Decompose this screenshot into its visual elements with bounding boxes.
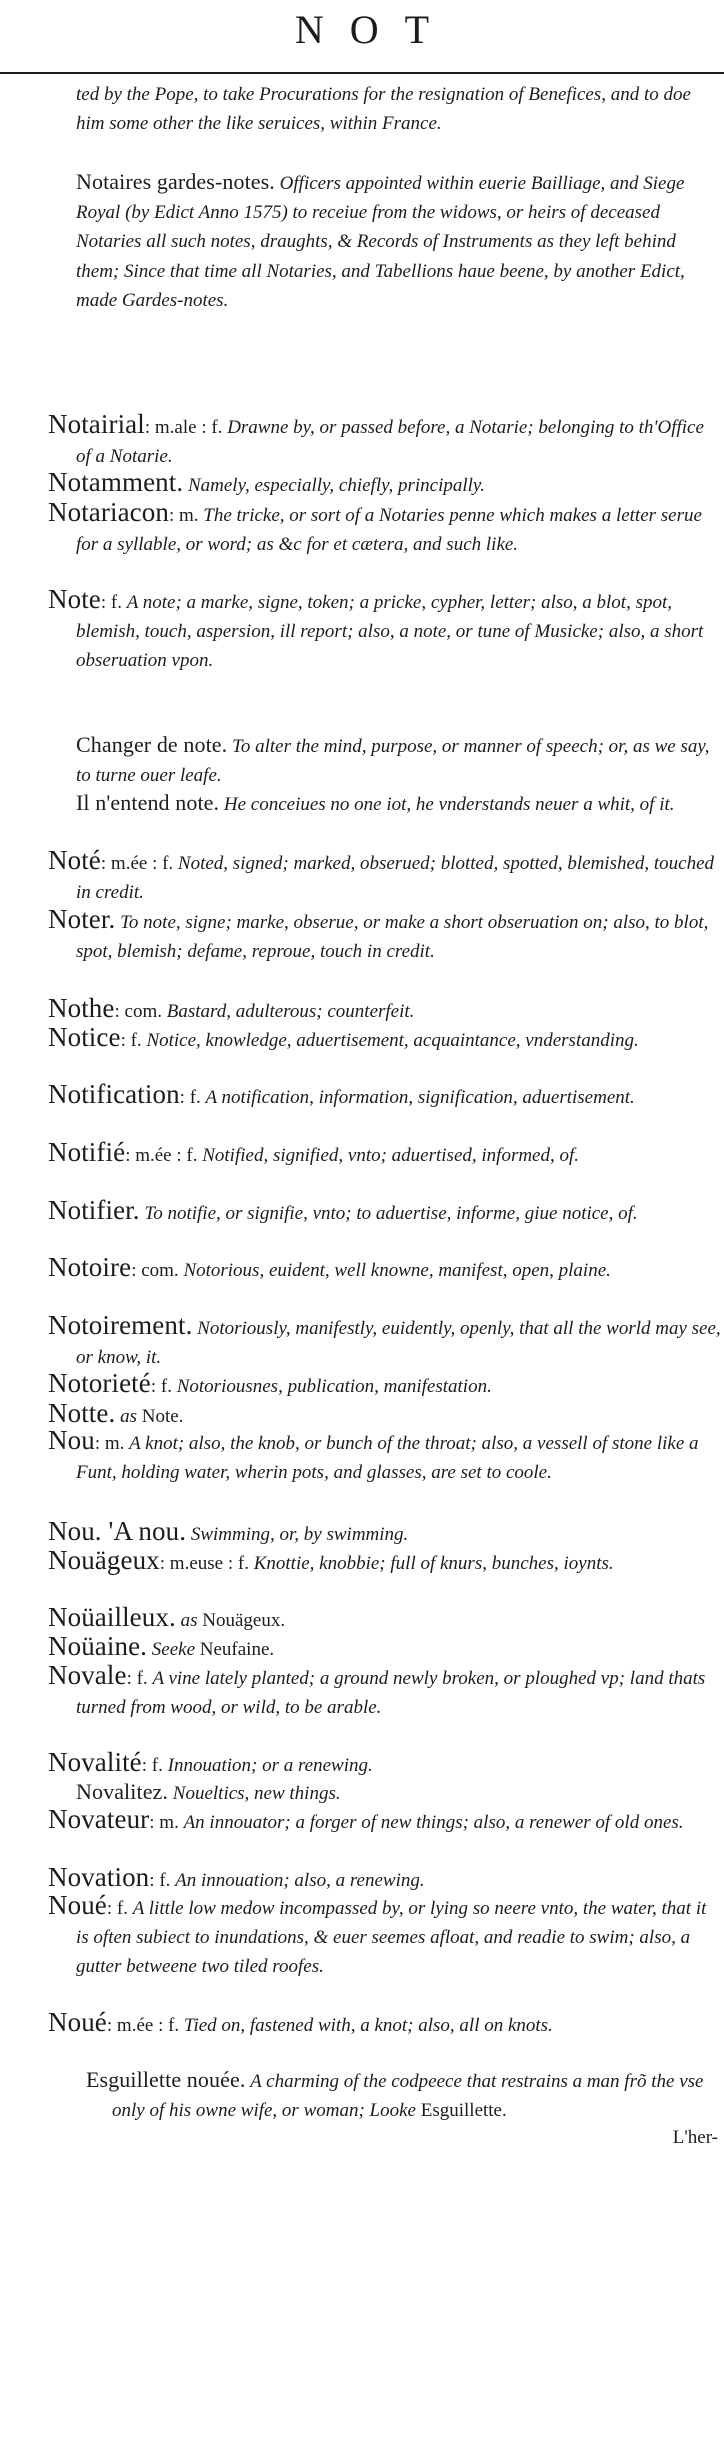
- definition: To notifie, or signifie, vnto; to aduertise, informe, giue notice, of.: [144, 1203, 638, 1224]
- definition: Drawne by, or passed before, a Notarie; belonging to th'Office of a Notarie.: [76, 417, 704, 468]
- grammar-note: : f.: [150, 1376, 172, 1397]
- dictionary-entry: [0, 1426, 722, 1487]
- cross-reference: Note.: [141, 1406, 184, 1427]
- headword: Note: [48, 584, 101, 614]
- headword: Notoire: [48, 1252, 132, 1282]
- grammar-note: : m.ée : f.: [125, 1145, 198, 1166]
- dictionary-entry: [0, 585, 722, 676]
- headword: Notamment.: [48, 467, 184, 497]
- headword: Novateur: [48, 1804, 150, 1834]
- dictionary-entry: [0, 1196, 722, 1228]
- grammar-note: : m.ée : f.: [106, 2015, 180, 2036]
- definition: A note; a marke, signe, token; a pricke, cypher, letter; also, a blot, spot, blemish, touch, aspersion, ill report; also, a note, or tune of Musicke; also, a short obseruation vpon.: [76, 592, 704, 672]
- grammar-note: : f.: [149, 1870, 171, 1891]
- headword: Noté: [48, 845, 101, 875]
- grammar-note: : m.ée : f.: [100, 853, 174, 874]
- grammar-note: : m.: [168, 505, 199, 526]
- headword: Notification: [48, 1079, 180, 1109]
- definition: Noted, signed; marked, obserued; blotted, spotted, blemished, touched in credit.: [76, 853, 715, 904]
- headword: Notorieté: [48, 1368, 151, 1398]
- header-rule: [0, 72, 724, 74]
- definition: He conceiues no one iot, he vnderstands neuer a whit, of it.: [223, 794, 675, 815]
- definition: To alter the mind, purpose, or manner of speech; or, as we say, to turne ouer leafe.: [76, 736, 710, 787]
- headword: Changer de note.: [76, 732, 228, 757]
- dictionary-entry: [0, 498, 722, 559]
- grammar-note: : com.: [131, 1260, 179, 1281]
- dictionary-entry: [0, 167, 722, 315]
- grammar-note: : m.: [149, 1812, 179, 1833]
- definition: Noueltics, new things.: [172, 1783, 341, 1804]
- definition: A notification, information, signification, aduertisement.: [205, 1087, 635, 1108]
- definition: Swimming, or, by swimming.: [190, 1524, 409, 1545]
- dictionary-entry: [0, 1891, 722, 1982]
- definition: An innouation; also, a renewing.: [175, 1870, 425, 1891]
- definition: A vine lately planted; a ground newly broken, or ploughed vp; land thats turned from wood, or wild, to be arable.: [76, 1668, 706, 1719]
- grammar-note: : f.: [120, 1030, 142, 1051]
- definition: ted by the Pope, to take Procurations for the resignation of Benefices, and to doe him some other the like seruices, within France.: [76, 84, 691, 135]
- headword: Notice: [48, 1022, 121, 1052]
- definition: as: [120, 1406, 137, 1427]
- dictionary-entry: [0, 1311, 722, 1372]
- definition: as: [180, 1610, 198, 1631]
- grammar-note: : m.ale : f.: [144, 417, 223, 438]
- dictionary-entry: [0, 1080, 722, 1112]
- grammar-note: : f.: [100, 592, 122, 613]
- definition: Notorious, euident, well knowne, manifest, open, plaine.: [183, 1260, 611, 1281]
- dictionary-entry: [0, 1805, 722, 1837]
- definition: Notified, signified, vnto; aduertised, informed, of.: [202, 1145, 580, 1166]
- definition: Namely, especially, chiefly, principally.: [187, 475, 486, 496]
- dictionary-entry: [0, 2065, 722, 2148]
- dictionary-entry: [0, 905, 722, 966]
- cross-reference: Esguillette.: [420, 2100, 507, 2122]
- dictionary-entry: [0, 1369, 722, 1401]
- definition: The tricke, or sort of a Notaries penne which makes a letter serue for a syllable, or word; as &c for et cætera, and such like.: [76, 505, 702, 556]
- grammar-note: : f.: [106, 1898, 128, 1919]
- definition: To note, signe; marke, obserue, or make a short obseruation on; also, to blot, spot, blemish; defame, reproue, touch in credit.: [76, 912, 709, 963]
- headword: Noüaine.: [48, 1631, 148, 1661]
- headword: Notoirement.: [48, 1310, 193, 1340]
- dictionary-entry: [0, 1023, 722, 1055]
- headword: Novalitez.: [76, 1779, 169, 1804]
- dictionary-entry: [0, 2008, 722, 2040]
- headword: Novation: [48, 1862, 150, 1892]
- definition: Innouation; or a renewing.: [167, 1755, 373, 1776]
- headword: Esguillette nouée.: [86, 2067, 246, 2092]
- running-head: NOT: [294, 7, 456, 52]
- definition: A little low medow incompassed by, or lying so neere vnto, the water, that it is often subiect to inundations, & euer seemes afloat, and readie to swim; also, a gutter betweene two tiled roofes.: [76, 1898, 707, 1978]
- dictionary-entry: [0, 846, 722, 907]
- definition: Tied on, fastened with, a knot; also, all on knots.: [183, 2015, 553, 2036]
- grammar-note: : m.euse : f.: [159, 1553, 249, 1574]
- headword: Nou. 'A nou.: [48, 1516, 187, 1546]
- cross-reference: Nouägeux.: [202, 1610, 286, 1631]
- headword: Noué: [48, 2007, 107, 2037]
- definition: Notoriousnes, publication, manifestation.: [176, 1376, 492, 1397]
- dictionary-entry: [0, 730, 722, 790]
- headword: Notifié: [48, 1137, 126, 1167]
- dictionary-entry: [0, 410, 722, 471]
- headword: Nothe: [48, 993, 115, 1023]
- headword: Notaires gardes-notes.: [76, 169, 275, 194]
- cross-reference: Neufaine.: [199, 1639, 275, 1660]
- definition: An innouator; a forger of new things; also, a renewer of old ones.: [183, 1812, 684, 1833]
- definition: Notice, knowledge, aduertisement, acquaintance, vnderstanding.: [146, 1030, 639, 1051]
- headword: Novale: [48, 1660, 127, 1690]
- headword: Nouägeux: [48, 1545, 160, 1575]
- dictionary-entry: [0, 80, 722, 138]
- headword: Notte.: [48, 1398, 116, 1428]
- headword: Il n'entend note.: [76, 790, 220, 815]
- definition: A knot; also, the knob, or bunch of the throat; also, a vessell of stone like a Funt, holding water, wherin pots, and glasses, are set to coole.: [76, 1433, 699, 1484]
- headword: Notifier.: [48, 1195, 140, 1225]
- dictionary-entry: [0, 1138, 722, 1170]
- headword: Notairial: [48, 409, 145, 439]
- definition: Notoriously, manifestly, euidently, openly, that all the world may see, or know, it.: [76, 1318, 721, 1369]
- definition: Seeke: [151, 1639, 196, 1660]
- headword: Notariacon: [48, 497, 169, 527]
- dictionary-entry: [0, 1546, 722, 1578]
- headword: Nou: [48, 1425, 95, 1455]
- definition: Officers appointed within euerie Bailliage, and Siege Royal (by Edict Anno 1575) to receiue from the widows, or heirs of deceased Notaries all such notes, draughts, & Records of Instruments as they left behind them; Since that time all Notaries, and Tabellions haue beene, by another Edict, made Gardes-notes.: [76, 173, 685, 311]
- dictionary-entry: [0, 468, 722, 500]
- catchword: L'her-: [672, 2127, 718, 2148]
- headword: Noter.: [48, 904, 116, 934]
- dictionary-entry: [0, 788, 722, 819]
- definition: Knottie, knobbie; full of knurs, bunches, ioynts.: [253, 1553, 614, 1574]
- definition: A charming of the codpeece that restrains a man frõ the vse only of his owne wife, or woman; Looke: [112, 2071, 704, 2122]
- grammar-note: : f.: [179, 1087, 201, 1108]
- headword: Novalité: [48, 1747, 142, 1777]
- dictionary-entry: [0, 1661, 722, 1722]
- grammar-note: : f.: [141, 1755, 163, 1776]
- dictionary-entry: [0, 1748, 722, 1780]
- grammar-note: : f.: [126, 1668, 148, 1689]
- headword: Noué: [48, 1890, 107, 1920]
- grammar-note: : com.: [114, 1001, 162, 1022]
- grammar-note: : m.: [94, 1433, 125, 1454]
- dictionary-entry: [0, 1253, 722, 1285]
- headword: Noüailleux.: [48, 1602, 176, 1632]
- definition: Bastard, adulterous; counterfeit.: [166, 1001, 415, 1022]
